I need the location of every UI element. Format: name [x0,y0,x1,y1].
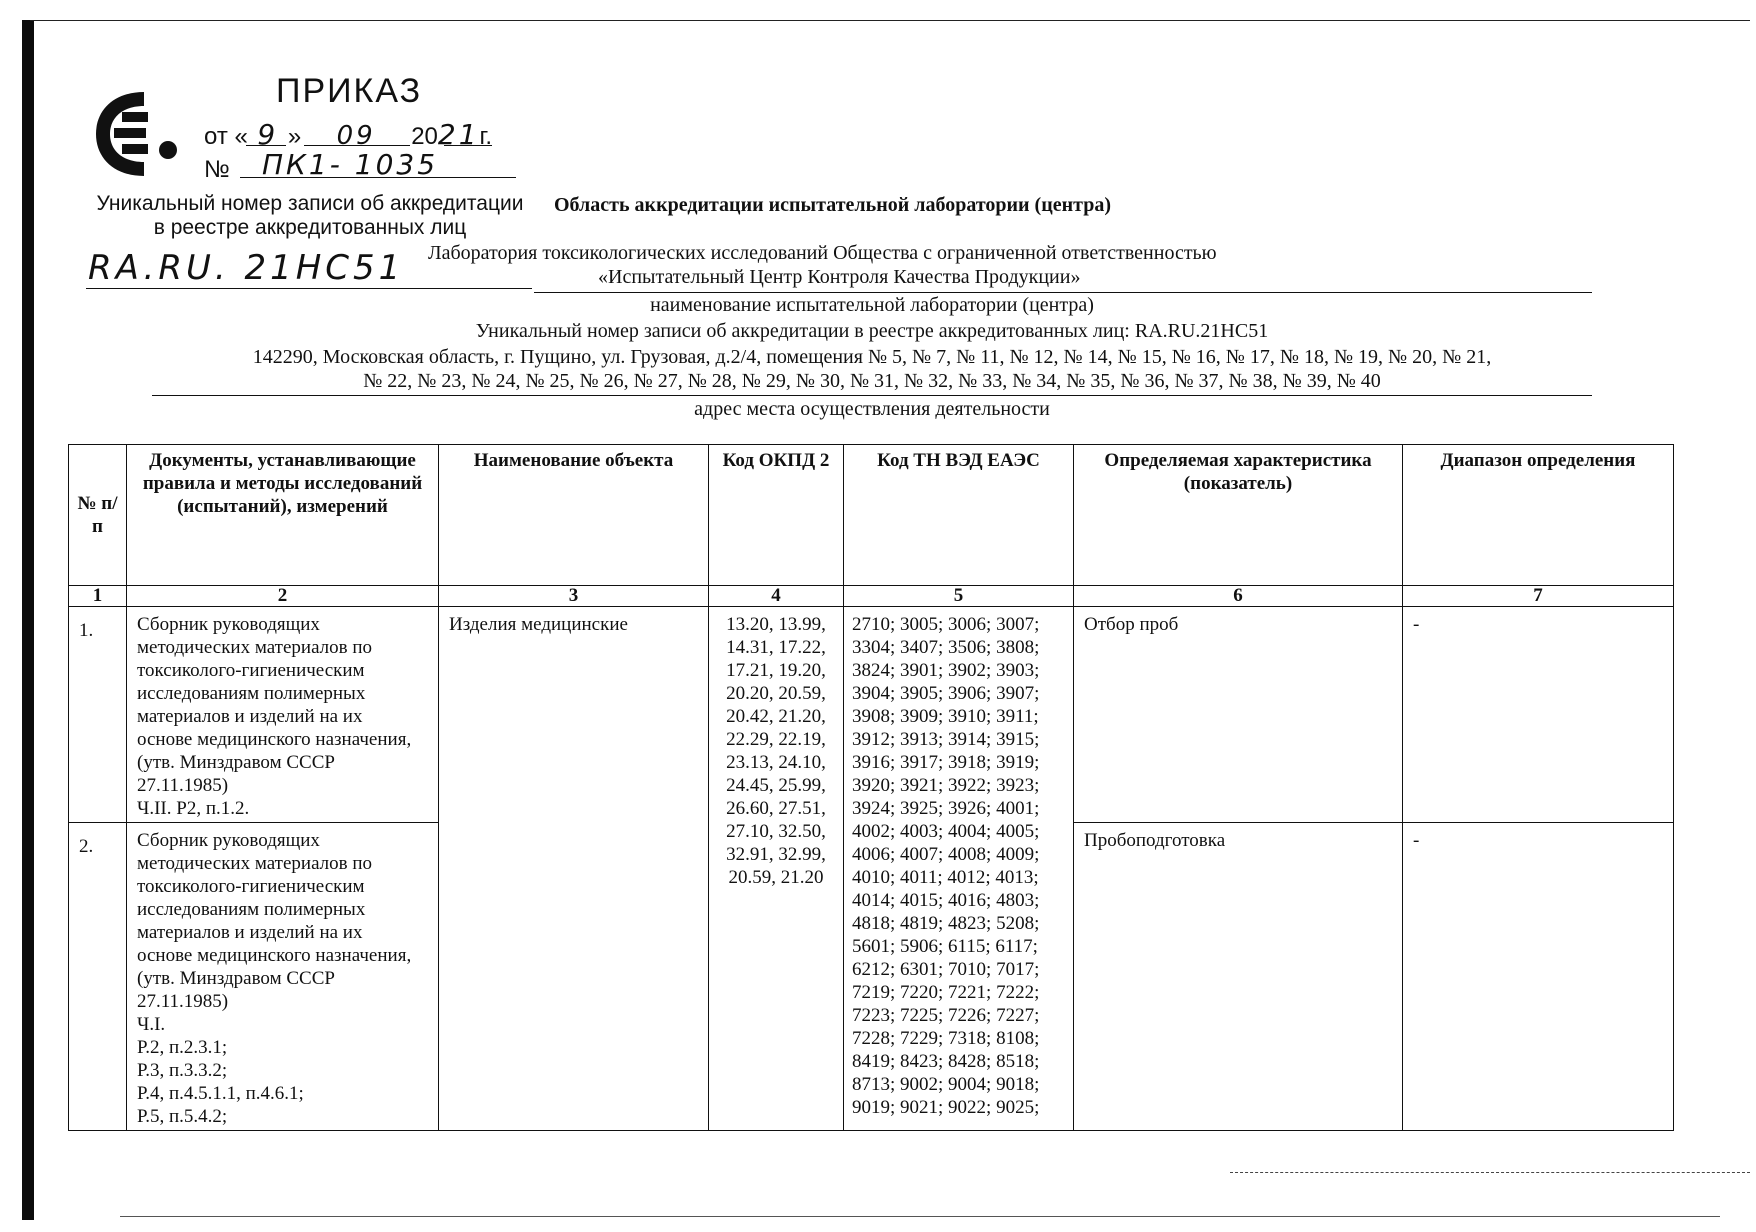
doc-line: Ч.I. [137,1014,166,1035]
tnved-line: 7219; 7220; 7221; 7222; [852,982,1040,1003]
header-range: Диапазон определения [1403,445,1674,586]
doc-line: (утв. Минздравом СССР [137,968,335,989]
day-underline [246,145,286,146]
tnved-line: 7228; 7229; 7318; 8108; [852,1028,1040,1049]
row-characteristic: Отбор проб [1074,607,1403,823]
header-docs: Документы, устанавливающие правила и методы исследований (испытаний), измерений [127,445,439,586]
doc-line: Р.3, п.3.3.2; [137,1060,228,1081]
doc-line: методических материалов по [137,853,373,874]
order-year-suffix: 21 [437,118,480,151]
doc-line: токсиколого-гигиеническим [137,660,365,681]
accreditation-number-handwritten: RA.RU. 21HC51 [88,248,405,288]
address-underline [152,395,1592,396]
accreditation-label [86,192,534,240]
column-number: 2 [127,586,439,607]
tnved-line: 6212; 6301; 7010; 7017; [852,959,1040,980]
doc-line: основе медицинского назначения, [137,729,412,750]
tnved-line: 3924; 3925; 3926; 4001; [852,798,1040,819]
address-line1: 142290, Московская область, г. Пущино, ул. Грузовая, д.2/4, помещения № 5, № 7, № 11, № 12, № 14, № 15, № 16, № 17, № 18, № 19, № 20, № 21, [252,346,1492,368]
okpd-line: 14.31, 17.22, [726,637,826,658]
tnved-line: 9019; 9021; 9022; 9025; [852,1097,1040,1118]
order-day: 9 [257,118,279,151]
okpd-line: 27.10, 32.50, [726,821,826,842]
tnved-line: 3912; 3913; 3914; 3915; [852,729,1040,750]
okpd-line: 24.45, 25.99, [726,775,826,796]
order-number-label: № [204,156,230,183]
order-title: ПРИКАЗ [276,72,423,110]
tnved-line: 3916; 3917; 3918; 3919; [852,752,1040,773]
tnved-line: 4002; 4003; 4004; 4005; [852,821,1040,842]
accreditation-logo-icon [92,88,192,180]
table-row [69,607,1674,823]
object-name: Изделия медицинские [439,607,709,1131]
tnved-line: 3824; 3901; 3902; 3903; [852,660,1040,681]
accreditation-label-line2: в реестре аккредитованных лиц [153,216,467,239]
lab-name-line1: Лаборатория токсикологических исследований Общества с ограниченной ответственностью [428,242,1217,264]
tnved-line: 8419; 8423; 8428; 8518; [852,1051,1040,1072]
header-okpd: Код ОКПД 2 [709,445,844,586]
okpd-line: 20.20, 20.59, [726,683,826,704]
header-object: Наименование объекта [439,445,709,586]
order-date-prefix: от « [204,123,248,150]
tnved-line: 3904; 3905; 3906; 3907; [852,683,1040,704]
order-date-close: » [287,123,302,150]
row-characteristic: Пробоподготовка [1074,823,1403,1131]
doc-line: исследованиям полимерных [137,899,366,920]
doc-line: токсиколого-гигиеническим [137,876,365,897]
doc-line: Ч.II. Р2, п.1.2. [137,798,250,819]
table-header-row [69,445,1674,586]
tnved-line: 5601; 5906; 6115; 6117; [852,936,1038,957]
column-number: 4 [709,586,844,607]
doc-line: (утв. Минздравом СССР [137,752,335,773]
doc-line: исследованиям полимерных [137,683,366,704]
scan-edge [22,20,34,1220]
lab-name-underline [534,292,1592,293]
number-underline [240,177,516,178]
row-docs [127,607,439,823]
order-year-prefix: 20 [411,123,438,150]
doc-line: материалов и изделий на их [137,706,363,727]
scan-top-edge [30,20,1750,21]
scope-table [68,444,1674,1131]
tnved-line: 3920; 3921; 3922; 3923; [852,775,1040,796]
column-number: 5 [844,586,1074,607]
okpd-line: 32.91, 32.99, [726,844,826,865]
tnved-line: 4818; 4819; 4823; 5208; [852,913,1040,934]
lab-name-line2: «Испытательный Центр Контроля Качества Продукции» [598,266,1081,288]
order-year-tail: г. [479,123,493,150]
tnved-codes [844,607,1074,1131]
okpd-line: 13.20, 13.99, [726,614,826,635]
header-characteristic: Определяемая характеристика (показатель) [1074,445,1403,586]
doc-line: 27.11.1985) [137,991,229,1012]
row-range: - [1403,607,1674,823]
order-date [204,118,492,151]
doc-line: основе медицинского назначения, [137,945,412,966]
doc-line: Р.2, п.2.3.1; [137,1037,228,1058]
column-number: 1 [69,586,127,607]
year-underline [444,145,492,146]
accreditation-underline [86,288,532,289]
accreditation-label-line1: Уникальный номер записи об аккредитации [96,192,524,215]
row-range: - [1403,823,1674,1131]
address-caption: адрес места осуществления деятельности [694,398,1050,420]
doc-line: Сборник руководящих [137,614,320,635]
address-line2: № 22, № 23, № 24, № 25, № 26, № 27, № 28, № 29, № 30, № 31, № 32, № 33, № 34, № 35, № 36, № 37, № 38, № 39, № 40 [363,370,1381,392]
doc-line: 27.11.1985) [137,775,229,796]
doc-line: Р.5, п.5.4.2; [137,1106,228,1127]
scan-noise-line [1230,1172,1750,1173]
order-month: 09 [336,121,376,151]
tnved-line: 4010; 4011; 4012; 4013; [852,867,1039,888]
row-num: 2. [69,823,127,1131]
scope-heading: Область аккредитации испытательной лаборатории (центра) [554,194,1111,216]
row-num: 1. [69,607,127,823]
column-number: 3 [439,586,709,607]
tnved-line: 2710; 3005; 3006; 3007; [852,614,1040,635]
doc-line: методических материалов по [137,637,373,658]
doc-line: материалов и изделий на их [137,922,363,943]
tnved-line: 3304; 3407; 3506; 3808; [852,637,1040,658]
okpd-line: 20.42, 21.20, [726,706,826,727]
okpd-line: 22.29, 22.19, [726,729,826,750]
tnved-line: 4014; 4015; 4016; 4803; [852,890,1040,911]
row-docs [127,823,439,1131]
month-underline [304,145,410,146]
lab-name-caption: наименование испытательной лаборатории (центра) [650,294,1094,316]
column-number-row [69,586,1674,607]
doc-line: Р.4, п.4.5.1.1, п.4.6.1; [137,1083,304,1104]
okpd-line: 20.59, 21.20 [728,867,824,888]
column-number: 7 [1403,586,1674,607]
okpd-line: 23.13, 24.10, [726,752,826,773]
column-number: 6 [1074,586,1403,607]
okpd-line: 17.21, 19.20, [726,660,826,681]
header-num: № п/п [69,445,127,586]
tnved-line: 7223; 7225; 7226; 7227; [852,1005,1040,1026]
scan-bottom-edge [120,1216,1720,1217]
order-number: ПК1- 1035 [262,148,439,181]
tnved-line: 4006; 4007; 4008; 4009; [852,844,1040,865]
tnved-line: 3908; 3909; 3910; 3911; [852,706,1039,727]
okpd-line: 26.60, 27.51, [726,798,826,819]
tnved-line: 8713; 9002; 9004; 9018; [852,1074,1040,1095]
registry-line: Уникальный номер записи об аккредитации в реестре аккредитованных лиц: RA.RU.21HC51 [475,320,1269,342]
okpd-codes [709,607,844,1131]
header-tnved: Код ТН ВЭД ЕАЭС [844,445,1074,586]
doc-line: Сборник руководящих [137,830,320,851]
